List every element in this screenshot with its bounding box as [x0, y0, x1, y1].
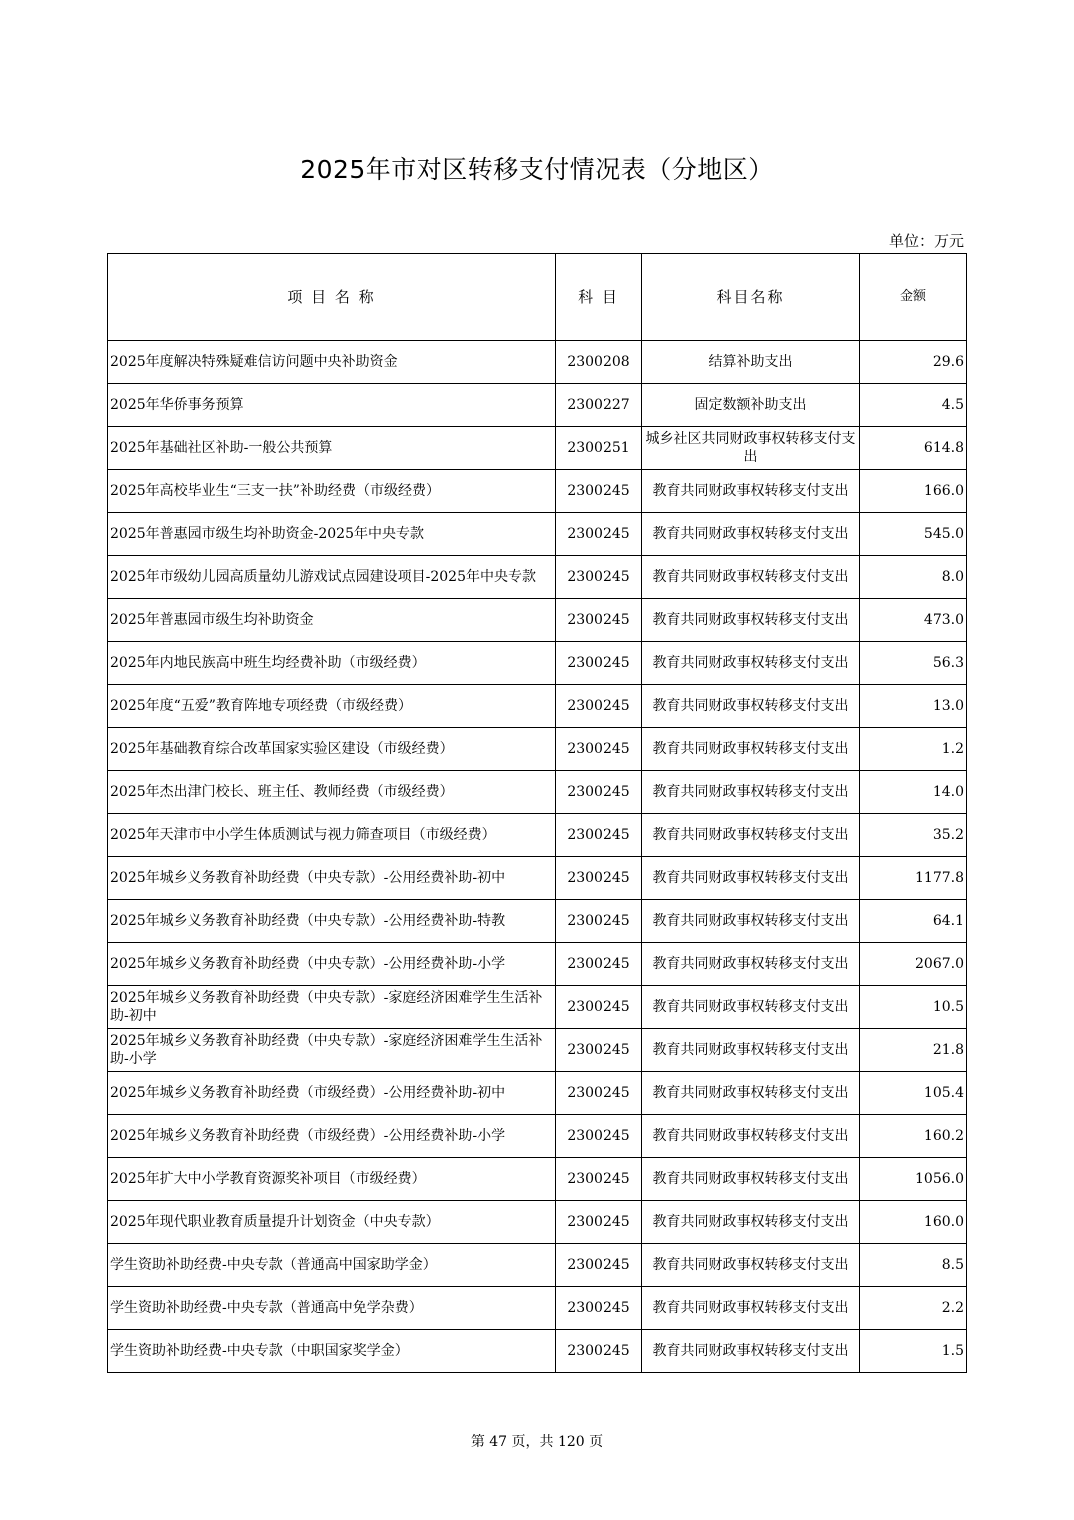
item-name-cell: 2025年城乡义务教育补助经费（中央专款）-家庭经济困难学生生活补助-小学	[108, 1029, 556, 1072]
subject-code-cell: 2300245	[556, 1072, 642, 1115]
subject-name-cell: 教育共同财政事权转移支付支出	[642, 728, 860, 771]
header-item-name: 项 目 名 称	[108, 254, 556, 341]
subject-code-cell: 2300251	[556, 427, 642, 470]
subject-name-cell: 教育共同财政事权转移支付支出	[642, 771, 860, 814]
subject-name-cell: 教育共同财政事权转移支付支出	[642, 685, 860, 728]
amount-cell: 2067.0	[860, 943, 967, 986]
amount-cell: 545.0	[860, 513, 967, 556]
subject-code-cell: 2300245	[556, 642, 642, 685]
amount-cell: 8.5	[860, 1244, 967, 1287]
subject-name-cell: 教育共同财政事权转移支付支出	[642, 857, 860, 900]
amount-cell: 160.2	[860, 1115, 967, 1158]
header-amount: 金额	[860, 254, 967, 341]
subject-name-cell: 教育共同财政事权转移支付支出	[642, 556, 860, 599]
item-name-cell: 2025年内地民族高中班生均经费补助（市级经费）	[108, 642, 556, 685]
item-name-cell: 2025年高校毕业生“三支一扶”补助经费（市级经费）	[108, 470, 556, 513]
table-row	[108, 1115, 967, 1158]
subject-name-cell: 教育共同财政事权转移支付支出	[642, 1244, 860, 1287]
table-header-row	[108, 254, 967, 341]
subject-code-cell: 2300245	[556, 513, 642, 556]
amount-cell: 13.0	[860, 685, 967, 728]
item-name-cell: 2025年城乡义务教育补助经费（市级经费）-公用经费补助-初中	[108, 1072, 556, 1115]
subject-name-cell: 城乡社区共同财政事权转移支付支出	[642, 427, 860, 470]
table-row	[108, 1330, 967, 1373]
amount-cell: 166.0	[860, 470, 967, 513]
header-subject-code: 科 目	[556, 254, 642, 341]
subject-code-cell: 2300245	[556, 986, 642, 1029]
subject-code-cell: 2300245	[556, 1029, 642, 1072]
table-row	[108, 728, 967, 771]
table-row	[108, 642, 967, 685]
table-row	[108, 1072, 967, 1115]
subject-name-cell: 教育共同财政事权转移支付支出	[642, 986, 860, 1029]
page-footer: 第 47 页，共 120 页	[470, 1434, 604, 1450]
subject-name-cell: 教育共同财政事权转移支付支出	[642, 1072, 860, 1115]
subject-name-cell: 教育共同财政事权转移支付支出	[642, 1115, 860, 1158]
subject-code-cell: 2300245	[556, 1330, 642, 1373]
amount-cell: 8.0	[860, 556, 967, 599]
table-row	[108, 1201, 967, 1244]
subject-name-cell: 结算补助支出	[642, 341, 860, 384]
amount-cell: 14.0	[860, 771, 967, 814]
table-row	[108, 1158, 967, 1201]
table-row	[108, 599, 967, 642]
amount-cell: 29.6	[860, 341, 967, 384]
subject-code-cell: 2300245	[556, 1115, 642, 1158]
item-name-cell: 2025年华侨事务预算	[108, 384, 556, 427]
amount-cell: 160.0	[860, 1201, 967, 1244]
subject-code-cell: 2300245	[556, 599, 642, 642]
table-row	[108, 384, 967, 427]
subject-code-cell: 2300245	[556, 771, 642, 814]
subject-code-cell: 2300245	[556, 470, 642, 513]
amount-cell: 4.5	[860, 384, 967, 427]
subject-code-cell: 2300245	[556, 857, 642, 900]
item-name-cell: 2025年现代职业教育质量提升计划资金（中央专款）	[108, 1201, 556, 1244]
subject-code-cell: 2300245	[556, 1287, 642, 1330]
table-row	[108, 427, 967, 470]
item-name-cell: 2025年扩大中小学教育资源奖补项目（市级经费）	[108, 1158, 556, 1201]
page-title: 2025年市对区转移支付情况表（分地区）	[300, 155, 774, 184]
item-name-cell: 2025年城乡义务教育补助经费（中央专款）-公用经费补助-小学	[108, 943, 556, 986]
subject-code-cell: 2300245	[556, 1158, 642, 1201]
subject-code-cell: 2300245	[556, 1244, 642, 1287]
subject-code-cell: 2300208	[556, 341, 642, 384]
item-name-cell: 2025年度“五爱”教育阵地专项经费（市级经费）	[108, 685, 556, 728]
table-row	[108, 685, 967, 728]
subject-code-cell: 2300245	[556, 556, 642, 599]
amount-cell: 105.4	[860, 1072, 967, 1115]
table-row	[108, 1287, 967, 1330]
item-name-cell: 2025年基础教育综合改革国家实验区建设（市级经费）	[108, 728, 556, 771]
item-name-cell: 2025年度解决特殊疑难信访问题中央补助资金	[108, 341, 556, 384]
table-row	[108, 943, 967, 986]
subject-code-cell: 2300245	[556, 943, 642, 986]
table-row	[108, 1244, 967, 1287]
unit-label: 单位：万元	[888, 232, 964, 250]
subject-name-cell: 教育共同财政事权转移支付支出	[642, 814, 860, 857]
amount-cell: 473.0	[860, 599, 967, 642]
table-row	[108, 814, 967, 857]
subject-code-cell: 2300245	[556, 900, 642, 943]
table-body	[108, 341, 967, 1373]
item-name-cell: 2025年城乡义务教育补助经费（中央专款）-公用经费补助-初中	[108, 857, 556, 900]
subject-name-cell: 教育共同财政事权转移支付支出	[642, 1287, 860, 1330]
item-name-cell: 2025年城乡义务教育补助经费（市级经费）-公用经费补助-小学	[108, 1115, 556, 1158]
table-row	[108, 556, 967, 599]
table-row	[108, 771, 967, 814]
subject-name-cell: 固定数额补助支出	[642, 384, 860, 427]
subject-code-cell: 2300227	[556, 384, 642, 427]
subject-name-cell: 教育共同财政事权转移支付支出	[642, 599, 860, 642]
subject-code-cell: 2300245	[556, 685, 642, 728]
item-name-cell: 2025年天津市中小学生体质测试与视力筛查项目（市级经费）	[108, 814, 556, 857]
subject-code-cell: 2300245	[556, 728, 642, 771]
subject-name-cell: 教育共同财政事权转移支付支出	[642, 943, 860, 986]
amount-cell: 1177.8	[860, 857, 967, 900]
subject-name-cell: 教育共同财政事权转移支付支出	[642, 900, 860, 943]
subject-name-cell: 教育共同财政事权转移支付支出	[642, 1201, 860, 1244]
subject-name-cell: 教育共同财政事权转移支付支出	[642, 1330, 860, 1373]
subject-code-cell: 2300245	[556, 814, 642, 857]
amount-cell: 21.8	[860, 1029, 967, 1072]
subject-code-cell: 2300245	[556, 1201, 642, 1244]
table-row	[108, 341, 967, 384]
item-name-cell: 学生资助补助经费-中央专款（普通高中国家助学金）	[108, 1244, 556, 1287]
table-row	[108, 1029, 967, 1072]
item-name-cell: 2025年普惠园市级生均补助资金-2025年中央专款	[108, 513, 556, 556]
item-name-cell: 2025年市级幼儿园高质量幼儿游戏试点园建设项目-2025年中央专款	[108, 556, 556, 599]
item-name-cell: 2025年普惠园市级生均补助资金	[108, 599, 556, 642]
item-name-cell: 2025年城乡义务教育补助经费（中央专款）-公用经费补助-特教	[108, 900, 556, 943]
table-row	[108, 857, 967, 900]
table-row	[108, 513, 967, 556]
subject-name-cell: 教育共同财政事权转移支付支出	[642, 1029, 860, 1072]
table-row	[108, 470, 967, 513]
amount-cell: 1056.0	[860, 1158, 967, 1201]
item-name-cell: 2025年城乡义务教育补助经费（中央专款）-家庭经济困难学生生活补助-初中	[108, 986, 556, 1029]
amount-cell: 35.2	[860, 814, 967, 857]
item-name-cell: 学生资助补助经费-中央专款（普通高中免学杂费）	[108, 1287, 556, 1330]
table-row	[108, 986, 967, 1029]
item-name-cell: 2025年基础社区补助-一般公共预算	[108, 427, 556, 470]
amount-cell: 64.1	[860, 900, 967, 943]
amount-cell: 2.2	[860, 1287, 967, 1330]
subject-name-cell: 教育共同财政事权转移支付支出	[642, 642, 860, 685]
amount-cell: 56.3	[860, 642, 967, 685]
amount-cell: 1.2	[860, 728, 967, 771]
subject-name-cell: 教育共同财政事权转移支付支出	[642, 1158, 860, 1201]
subject-name-cell: 教育共同财政事权转移支付支出	[642, 470, 860, 513]
header-subject-name: 科目名称	[642, 254, 860, 341]
item-name-cell: 2025年杰出津门校长、班主任、教师经费（市级经费）	[108, 771, 556, 814]
transfer-payment-table	[107, 253, 967, 1373]
subject-name-cell: 教育共同财政事权转移支付支出	[642, 513, 860, 556]
item-name-cell: 学生资助补助经费-中央专款（中职国家奖学金）	[108, 1330, 556, 1373]
amount-cell: 614.8	[860, 427, 967, 470]
amount-cell: 10.5	[860, 986, 967, 1029]
amount-cell: 1.5	[860, 1330, 967, 1373]
table-row	[108, 900, 967, 943]
